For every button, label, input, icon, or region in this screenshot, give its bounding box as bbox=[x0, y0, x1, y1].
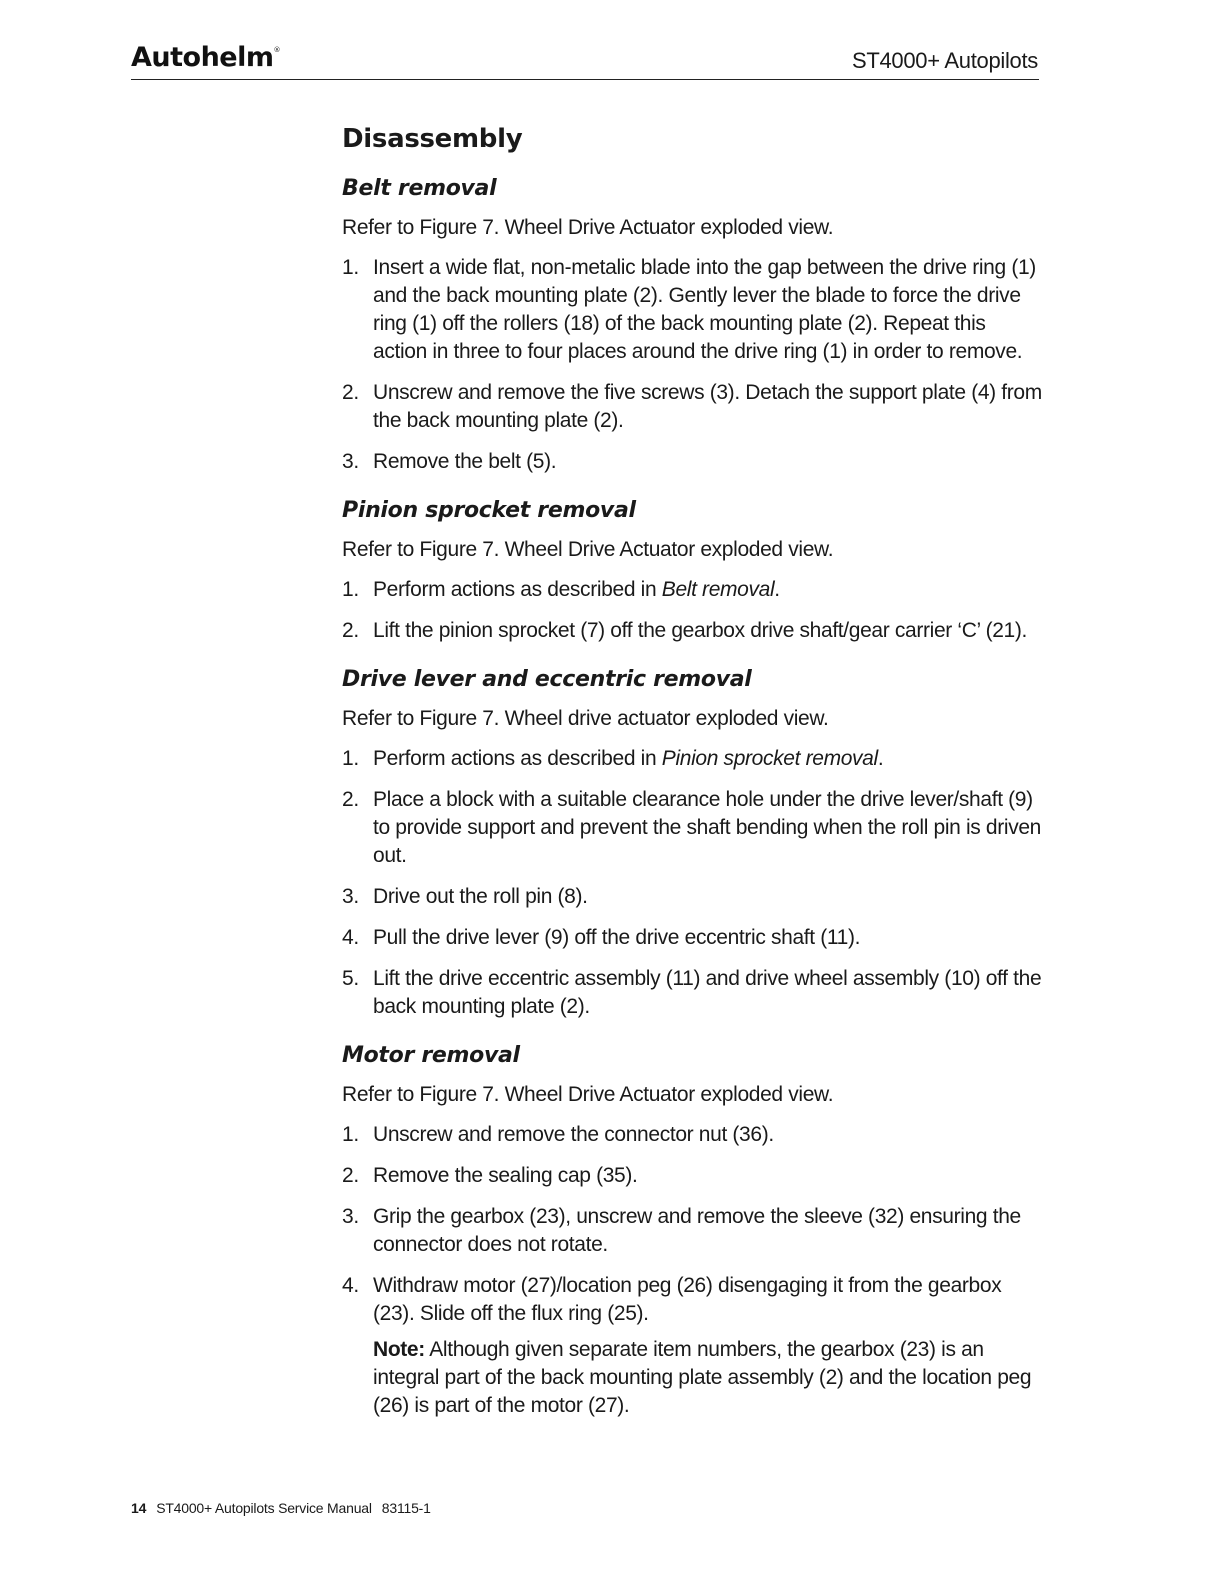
list-item bbox=[342, 1162, 1042, 1190]
section-drive-lever-removal bbox=[342, 667, 1042, 1021]
list-item bbox=[342, 883, 1042, 911]
manual-title: ST4000+ Autopilots Service Manual bbox=[156, 1500, 372, 1516]
brand-name: Autohelm bbox=[131, 42, 274, 73]
section-heading: Motor removal bbox=[342, 1043, 520, 1068]
step-number: 4. bbox=[342, 1274, 359, 1297]
section-heading: Belt removal bbox=[342, 176, 497, 201]
brand-logo bbox=[131, 42, 280, 73]
list-item bbox=[342, 448, 1042, 476]
section-intro: Refer to Figure 7. Wheel Drive Actuator exploded view. bbox=[342, 216, 834, 239]
step-number: 1. bbox=[342, 1123, 359, 1146]
section-heading: Drive lever and eccentric removal bbox=[342, 667, 752, 692]
page-footer bbox=[131, 1500, 431, 1516]
registered-mark: ® bbox=[273, 46, 280, 54]
step-text: Insert a wide flat, non-metalic blade into the gap between the drive ring (1) and the back mounting plate (2). Gently lever the blade to force the drive ring (1) off the rollers (18) of the back mounting plate (2). Repeat this action in three to four places around the drive ring (1) in order to remove. bbox=[373, 256, 1036, 363]
step-number: 2. bbox=[342, 619, 359, 642]
step-text: Grip the gearbox (23), unscrew and remove the sleeve (32) ensuring the connector does not rotate. bbox=[373, 1205, 1021, 1256]
step-number: 2. bbox=[342, 381, 359, 404]
page-number: 14 bbox=[131, 1500, 147, 1516]
step-text: Perform actions as described in bbox=[373, 578, 662, 601]
step-number: 1. bbox=[342, 747, 359, 770]
step-number: 5. bbox=[342, 967, 359, 990]
section-intro: Refer to Figure 7. Wheel Drive Actuator exploded view. bbox=[342, 538, 834, 561]
step-text: Perform actions as described in bbox=[373, 747, 662, 770]
step-number: 1. bbox=[342, 578, 359, 601]
list-item bbox=[342, 254, 1042, 366]
section-reference: Belt removal bbox=[661, 578, 775, 601]
section-pinion-sprocket-removal bbox=[342, 498, 1042, 645]
step-text: Unscrew and remove the five screws (3). Detach the support plate (4) from the back mounting plate (2). bbox=[373, 381, 1042, 432]
section-heading: Pinion sprocket removal bbox=[342, 498, 636, 523]
list-item bbox=[342, 1121, 1042, 1149]
step-text: Remove the belt (5). bbox=[373, 450, 557, 473]
step-text-end: . bbox=[877, 747, 884, 770]
step-number: 3. bbox=[342, 450, 359, 473]
step-number: 1. bbox=[342, 256, 359, 279]
list-item bbox=[342, 576, 1042, 604]
note bbox=[373, 1336, 1042, 1420]
document-title: ST4000+ Autopilots bbox=[851, 48, 1038, 73]
step-list bbox=[342, 576, 1042, 645]
step-number: 3. bbox=[342, 885, 359, 908]
step-text: Place a block with a suitable clearance hole under the drive lever/shaft (9) to provide support and prevent the shaft bending when the roll pin is driven out. bbox=[373, 788, 1042, 867]
step-number: 2. bbox=[342, 1164, 359, 1187]
step-number: 2. bbox=[342, 788, 359, 811]
section-intro: Refer to Figure 7. Wheel Drive Actuator exploded view. bbox=[342, 1083, 834, 1106]
list-item bbox=[342, 745, 1042, 773]
list-item bbox=[342, 379, 1042, 435]
step-text: Pull the drive lever (9) off the drive eccentric shaft (11). bbox=[373, 926, 861, 949]
manual-code: 83115-1 bbox=[381, 1500, 431, 1516]
section-motor-removal bbox=[342, 1043, 1042, 1420]
list-item bbox=[342, 786, 1042, 870]
step-text: Lift the pinion sprocket (7) off the gearbox drive shaft/gear carrier ‘C’ (21). bbox=[373, 619, 1028, 642]
step-text: Unscrew and remove the connector nut (36). bbox=[373, 1123, 774, 1146]
list-item bbox=[342, 617, 1042, 645]
list-item bbox=[342, 1203, 1042, 1259]
section-intro: Refer to Figure 7. Wheel drive actuator exploded view. bbox=[342, 707, 829, 730]
step-number: 4. bbox=[342, 926, 359, 949]
list-item bbox=[342, 965, 1042, 1021]
list-item bbox=[342, 924, 1042, 952]
step-list bbox=[342, 1121, 1042, 1328]
step-text-end: . bbox=[774, 578, 780, 601]
main-content bbox=[342, 124, 1042, 1420]
step-text: Lift the drive eccentric assembly (11) and drive wheel assembly (10) off the back mounting plate (2). bbox=[373, 967, 1042, 1018]
step-text: Drive out the roll pin (8). bbox=[373, 885, 588, 908]
step-list bbox=[342, 745, 1042, 1021]
note-text: Although given separate item numbers, the gearbox (23) is an integral part of the back mounting plate assembly (2) and the location peg (26) is part of the motor (27). bbox=[373, 1338, 1032, 1417]
header-rule bbox=[131, 79, 1039, 80]
step-list bbox=[342, 254, 1042, 476]
section-reference: Pinion sprocket removal bbox=[661, 747, 878, 770]
step-number: 3. bbox=[342, 1205, 359, 1228]
note-label: Note: bbox=[373, 1338, 425, 1361]
section-belt-removal bbox=[342, 176, 1042, 476]
step-text: Remove the sealing cap (35). bbox=[373, 1164, 638, 1187]
list-item bbox=[342, 1272, 1042, 1328]
page-title: Disassembly bbox=[342, 124, 523, 154]
step-text: Withdraw motor (27)/location peg (26) disengaging it from the gearbox (23). Slide off the flux ring (25). bbox=[373, 1274, 1002, 1325]
